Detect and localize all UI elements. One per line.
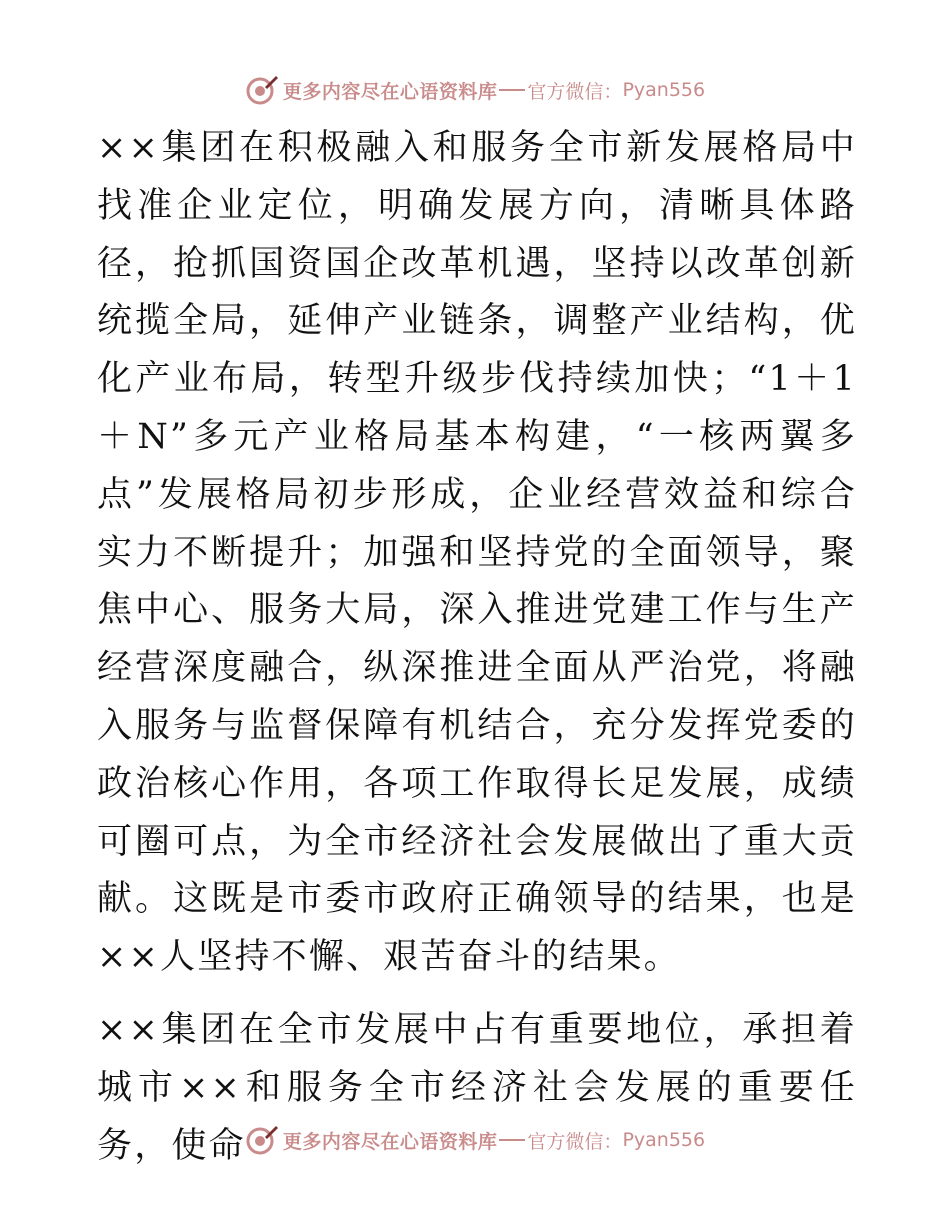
watermark-dash [499, 1139, 525, 1141]
watermark-brand: 更多内容尽在心语资料库 [282, 1130, 498, 1153]
watermark-wechat-handle: Pyan556 [622, 79, 706, 101]
header-watermark [0, 70, 950, 110]
watermark-wechat-handle: Pyan556 [622, 1129, 706, 1151]
pen-logo-icon [245, 1123, 279, 1157]
watermark-dash [499, 89, 525, 91]
document-body [97, 120, 857, 1175]
watermark-brand: 更多内容尽在心语资料库 [282, 80, 498, 103]
watermark-wechat-label: 官方微信： [527, 1130, 623, 1153]
footer-watermark [0, 1120, 950, 1160]
body-paragraph-1: ××集团在积极融入和服务全市新发展格局中找准企业定位，明确发展方向，清晰具体路径，抢抓国资国企改革机遇，坚持以改革创新统揽全局，延伸产业链条，调整产业结构，优化产业布局，转型升级步伐持续加快；“1＋1＋N”多元产业格局基本构建，“一核两翼多点”发展格局初步形成，企业经营效益和综合实力不断提升；加强和坚持党的全面领导，聚焦中心、服务大局，深入推进党建工作与生产经营深度融合，纵深推进全面从严治党，将融入服务与监督保障有机结合，充分发挥党委的政治核心作用，各项工作取得长足发展，成绩可圈可点，为全市经济社会发展做出了重大贡献。这既是市委市政府正确领导的结果，也是××人坚持不懈、艰苦奋斗的结果。 [97, 128, 857, 978]
watermark-wechat-label: 官方微信： [527, 80, 623, 103]
body-paragraph-2: ××集团在全市发展中占有重要地位，承担着城市××和服务全市经济社会发展的重要任务，使命 [97, 1009, 857, 1166]
pen-logo-icon [245, 73, 279, 107]
